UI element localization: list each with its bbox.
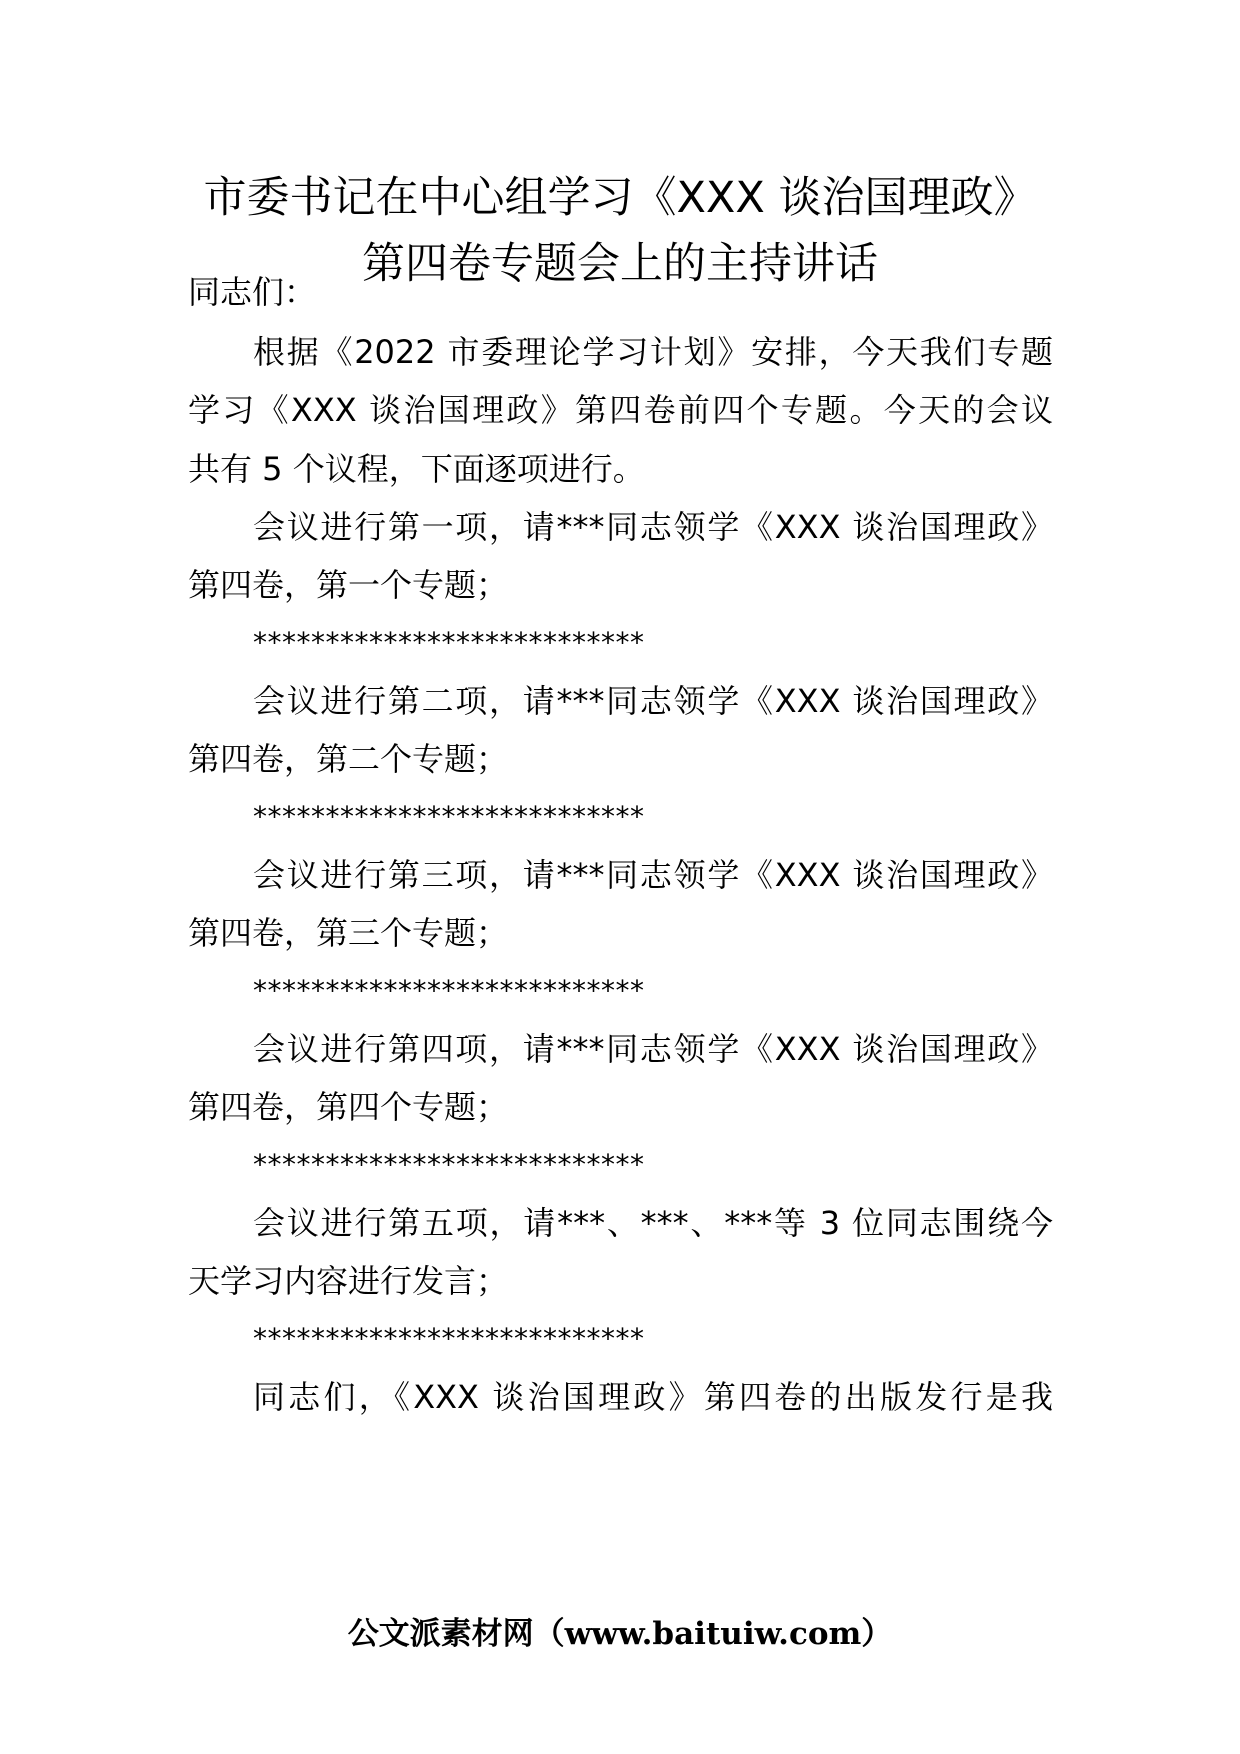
agenda-item-1-line-1: 会议进行第一项，请***同志领学《XXX 谈治国理政》 xyxy=(253,508,1053,546)
placeholder-stars-3: *************************** xyxy=(253,974,645,1007)
document-title-line-1: 市委书记在中心组学习《XXX 谈治国理政》 xyxy=(203,173,1037,223)
placeholder-stars-5: *************************** xyxy=(253,1322,645,1355)
placeholder-stars-1: *************************** xyxy=(253,626,645,659)
placeholder-stars-4: *************************** xyxy=(253,1148,645,1181)
salutation: 同志们： xyxy=(188,273,317,311)
closing-paragraph-line-1: 同志们，《XXX 谈治国理政》第四卷的出版发行是我 xyxy=(253,1378,1053,1416)
agenda-item-5-line-2: 天学习内容进行发言； xyxy=(188,1262,509,1300)
paragraph-1-line-1: 根据《2022 市委理论学习计划》安排，今天我们专题 xyxy=(253,333,1053,371)
document-title-line-2: 第四卷专题会上的主持讲话 xyxy=(362,239,878,289)
agenda-item-4-line-1: 会议进行第四项，请***同志领学《XXX 谈治国理政》 xyxy=(253,1030,1053,1068)
footer-watermark: 公文派素材网（www.baituiw.com） xyxy=(347,1616,893,1652)
agenda-item-2-line-2: 第四卷，第二个专题； xyxy=(188,740,509,778)
agenda-item-5-line-1: 会议进行第五项，请***、***、***等 3 位同志围绕今 xyxy=(253,1204,1053,1242)
agenda-item-4-line-2: 第四卷，第四个专题； xyxy=(188,1088,509,1126)
agenda-item-3-line-1: 会议进行第三项，请***同志领学《XXX 谈治国理政》 xyxy=(253,856,1053,894)
agenda-item-2-line-1: 会议进行第二项，请***同志领学《XXX 谈治国理政》 xyxy=(253,682,1053,720)
placeholder-stars-2: *************************** xyxy=(253,800,645,833)
paragraph-1-line-3: 共有 5 个议程，下面逐项进行。 xyxy=(188,450,645,488)
agenda-item-1-line-2: 第四卷，第一个专题； xyxy=(188,566,509,604)
paragraph-1-line-2: 学习《XXX 谈治国理政》第四卷前四个专题。今天的会议 xyxy=(188,391,1053,429)
agenda-item-3-line-2: 第四卷，第三个专题； xyxy=(188,914,509,952)
